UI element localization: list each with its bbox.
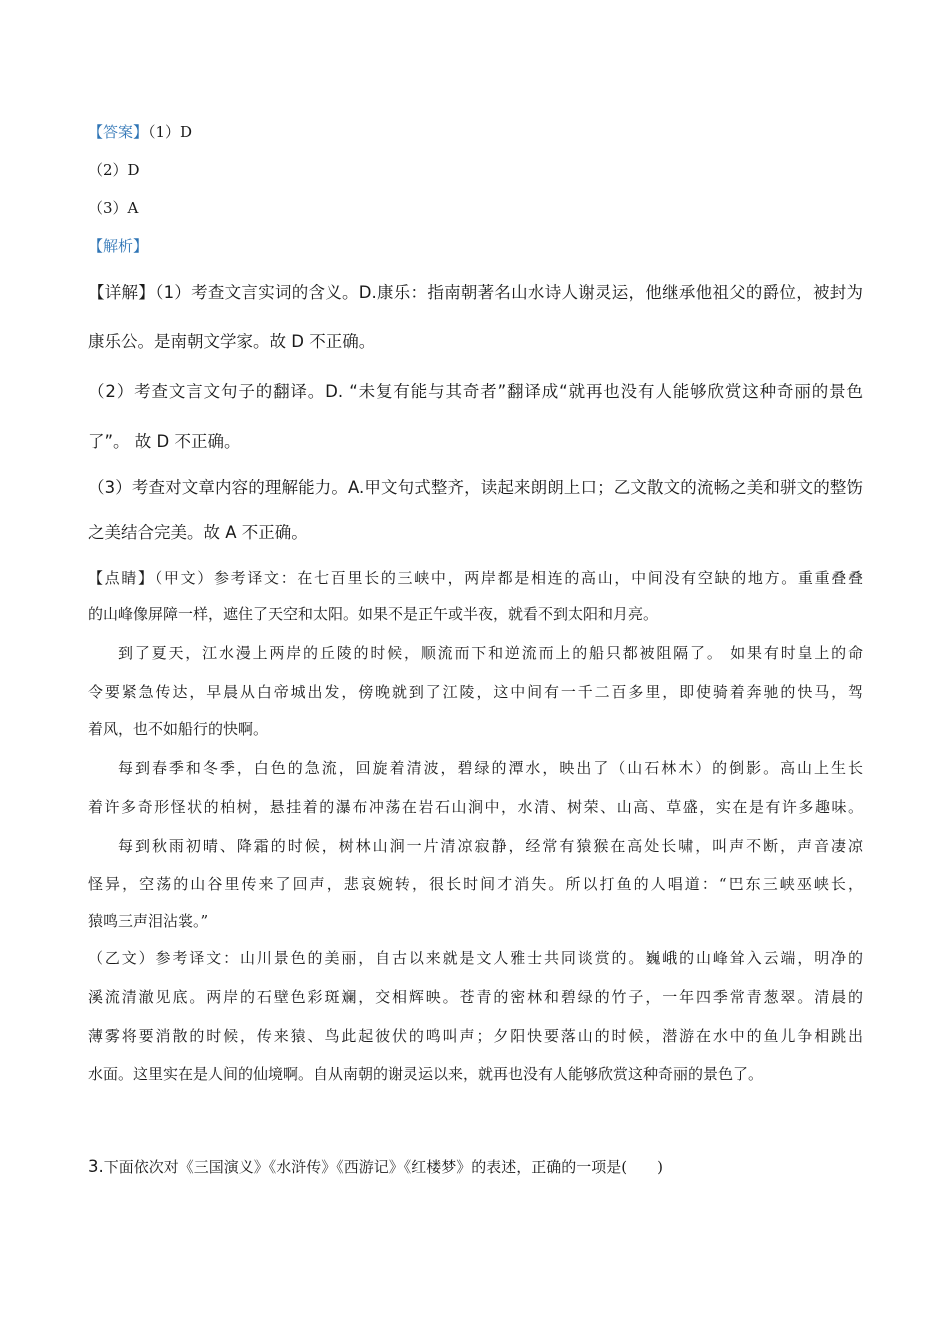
comment-summer-line3: 着风，也不如船行的快啊。	[88, 720, 269, 738]
detail-p3-line1: （3）考查对文章内容的理解能力。A.甲文句式整齐，读起来朗朗上口；乙文散文的流畅之美和骈文的整饬	[88, 478, 863, 497]
comment-spring-line2: 着许多奇形怪状的柏树，悬挂着的瀑布冲荡在岩石山涧中，水清、树荣、山高、草盛，实在是有许多趣味。	[88, 798, 863, 816]
comment-yi-line2: 溪流清澈见底。两岸的石壁色彩斑斓，交相辉映。苍青的密林和碧绿的竹子，一年四季常青葱翠。清晨的	[88, 988, 863, 1006]
question-3-text: 下面依次对《三国演义》《水浒传》《西游记》《红楼梦》的表述，正确的一项是( )	[103, 1158, 663, 1176]
comment-autumn-line1: 每到秋雨初晴、降霜的时候，树林山涧一片清凉寂静，经常有猿猴在高处长啸，叫声不断，声音凄凉	[118, 837, 863, 855]
comment-autumn-line3: 猿鸣三声泪沾裳。”	[88, 912, 209, 930]
answer-item-3: （3）A	[88, 199, 139, 217]
analysis-label: 【解析】	[88, 237, 149, 255]
question-3-number: 3.	[88, 1157, 104, 1176]
answer-label: 【答案】	[88, 123, 149, 141]
comment-label: 【点睛】	[88, 569, 155, 587]
detail-p1-text: （1）考查文言实词的含义。D.康乐：指南朝著名山水诗人谢灵运，他继承他祖父的爵位，被封为	[155, 283, 864, 302]
comment-yi-line3: 薄雾将要消散的时候，传来猿、鸟此起彼伏的鸣叫声；夕阳快要落山的时候，潜游在水中的鱼儿争相跳出	[88, 1027, 863, 1045]
answer-item-1: （1）D	[148, 123, 193, 141]
comment-summer-line1: 到了夏天，江水漫上两岸的丘陵的时候，顺流而下和逆流而上的船只都被阻隔了。 如果有时皇上的命	[118, 644, 863, 662]
comment-spring-line1: 每到春季和冬季，白色的急流，回旋着清波，碧绿的潭水，映出了（山石林木）的倒影。高山上生长	[118, 759, 863, 777]
detail-p3-line2: 之美结合完美。故 A 不正确。	[88, 523, 308, 542]
detail-p1-line1	[88, 283, 863, 303]
detail-p1-line2: 康乐公。是南朝文学家。故 D 不正确。	[88, 332, 376, 351]
comment-jia-line1	[88, 568, 863, 588]
question-3	[88, 1157, 663, 1177]
detail-p2-line2: 了”。 故 D 不正确。	[88, 432, 241, 451]
comment-jia-text: （甲文）参考译文：在七百里长的三峡中，两岸都是相连的高山，中间没有空缺的地方。重重叠叠	[154, 569, 863, 587]
answer-line	[88, 122, 192, 142]
detail-p2-line1: （2）考查文言文句子的翻译。D. “未复有能与其奇者”翻译成“就再也没有人能够欣赏这种奇丽的景色	[88, 382, 863, 401]
answer-item-2: （2）D	[88, 161, 140, 179]
comment-summer-line2: 令要紧急传达，早晨从白帝城出发，傍晚就到了江陵，这中间有一千二百多里，即使骑着奔驰的快马，驾	[88, 683, 863, 701]
detail-label: 【详解】	[88, 283, 156, 302]
comment-autumn-line2: 怪异，空荡的山谷里传来了回声，悲哀婉转，很长时间才消失。所以打鱼的人唱道：“巴东三峡巫峡长，	[88, 875, 863, 893]
comment-yi-line4: 水面。这里实在是人间的仙境啊。自从南朝的谢灵运以来，就再也没有人能够欣赏这种奇丽的景色了。	[88, 1065, 764, 1083]
comment-jia-line2: 的山峰像屏障一样，遮住了天空和太阳。如果不是正午或半夜，就看不到太阳和月亮。	[88, 605, 659, 623]
comment-yi-line1: （乙文）参考译文：山川景色的美丽，自古以来就是文人雅士共同谈赏的。巍峨的山峰耸入云端，明净的	[88, 949, 863, 967]
